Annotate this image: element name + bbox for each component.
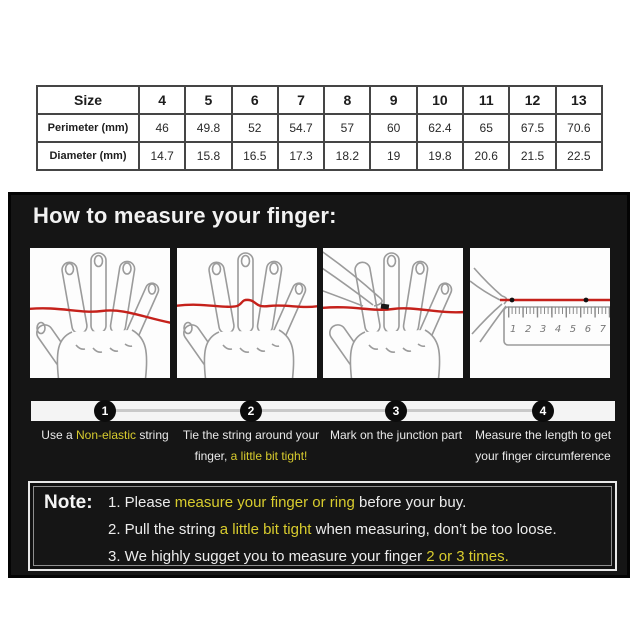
caption-text: finger,	[194, 449, 231, 463]
step1-hand-string-illustration	[30, 248, 170, 378]
table-cell: 52	[232, 114, 278, 142]
step-badge-1: 1	[94, 400, 116, 422]
caption-text: Tie the string around your	[182, 428, 320, 442]
table-cell: 67.5	[509, 114, 555, 142]
pinching-fingers-illustration	[470, 268, 507, 342]
table-row-label: Perimeter (mm)	[37, 114, 139, 142]
note-text: 1. Please	[108, 494, 175, 511]
table-cell: 65	[463, 114, 509, 142]
note-highlight: 2 or 3 times.	[426, 548, 509, 565]
table-cell: 20.6	[463, 142, 509, 170]
table-row-diameter	[37, 142, 602, 170]
table-header-cell: 4	[139, 86, 185, 114]
table-cell: 62.4	[417, 114, 463, 142]
note-text: 3. We highly sugget you to measure your finger	[108, 548, 427, 565]
table-cell: 46	[139, 114, 185, 142]
table-cell: 60	[370, 114, 416, 142]
table-cell: 16.5	[232, 142, 278, 170]
ring-size-table	[36, 85, 603, 171]
caption-text: your finger circumference	[475, 449, 611, 463]
table-cell: 49.8	[185, 114, 231, 142]
note-line-1	[108, 489, 607, 516]
table-cell: 70.6	[556, 114, 602, 142]
table-header-cell: 8	[324, 86, 370, 114]
table-header-cell: 10	[417, 86, 463, 114]
step-caption-3	[312, 425, 480, 446]
table-cell: 19	[370, 142, 416, 170]
table-header-cell: 7	[278, 86, 324, 114]
table-row-perimeter	[37, 114, 602, 142]
caption-text: Measure the length to get	[474, 428, 612, 442]
table-cell: 57	[324, 114, 370, 142]
table-cell: 17.3	[278, 142, 324, 170]
caption-highlight: Non-elastic	[75, 428, 137, 442]
table-cell: 19.8	[417, 142, 463, 170]
table-header-cell: 11	[463, 86, 509, 114]
note-line-3	[108, 543, 607, 570]
note-label: Note:	[44, 492, 93, 513]
table-header-row	[37, 86, 602, 114]
step3-panel	[323, 248, 463, 378]
step-badge-3: 3	[385, 400, 407, 422]
caption-text: Use a	[41, 428, 76, 442]
note-box	[28, 481, 617, 571]
step-caption-1	[21, 425, 189, 446]
table-cell: 15.8	[185, 142, 231, 170]
table-header-cell: 13	[556, 86, 602, 114]
note-lines	[108, 489, 607, 570]
ruler-numbers: 1 2 3 4 5 6 7	[510, 324, 606, 335]
table-cell: 54.7	[278, 114, 324, 142]
note-text: 2. Pull the string	[108, 521, 220, 538]
table-row-label: Diameter (mm)	[37, 142, 139, 170]
step2-hand-tied-string-illustration	[177, 248, 317, 378]
step-progress-bar	[31, 401, 615, 421]
table-cell: 18.2	[324, 142, 370, 170]
caption-highlight: a little bit tight!	[230, 449, 308, 463]
note-highlight: a little bit tight	[219, 521, 312, 538]
caption-text: Mark on the junction part	[329, 428, 463, 442]
step-connector-line	[105, 409, 543, 412]
table-cell: 22.5	[556, 142, 602, 170]
note-text: when measuring, don’t be too loose.	[311, 521, 557, 538]
step2-panel	[177, 248, 317, 378]
step1-panel	[30, 248, 170, 378]
step4-panel	[470, 248, 610, 378]
note-highlight: measure your finger or ring	[174, 494, 355, 511]
table-cell: 14.7	[139, 142, 185, 170]
table-header-cell: 12	[509, 86, 555, 114]
step-caption-4	[459, 425, 627, 467]
table-header-cell: 5	[185, 86, 231, 114]
step4-ruler-measure-illustration	[470, 248, 610, 378]
section-heading: How to measure your finger:	[33, 203, 337, 228]
string-end-mark	[510, 298, 515, 303]
table-header-cell: 9	[370, 86, 416, 114]
string-mark	[584, 298, 589, 303]
table-header-cell: Size	[37, 86, 139, 114]
table-header-cell: 6	[232, 86, 278, 114]
note-line-2	[108, 516, 607, 543]
step3-mark-junction-illustration	[323, 248, 463, 378]
step-caption-2	[167, 425, 335, 467]
measure-instructions-section	[8, 192, 630, 578]
note-text: before your buy.	[354, 494, 467, 511]
caption-text: string	[136, 428, 169, 442]
table-cell: 21.5	[509, 142, 555, 170]
step-badge-2: 2	[240, 400, 262, 422]
step-badge-4: 4	[532, 400, 554, 422]
